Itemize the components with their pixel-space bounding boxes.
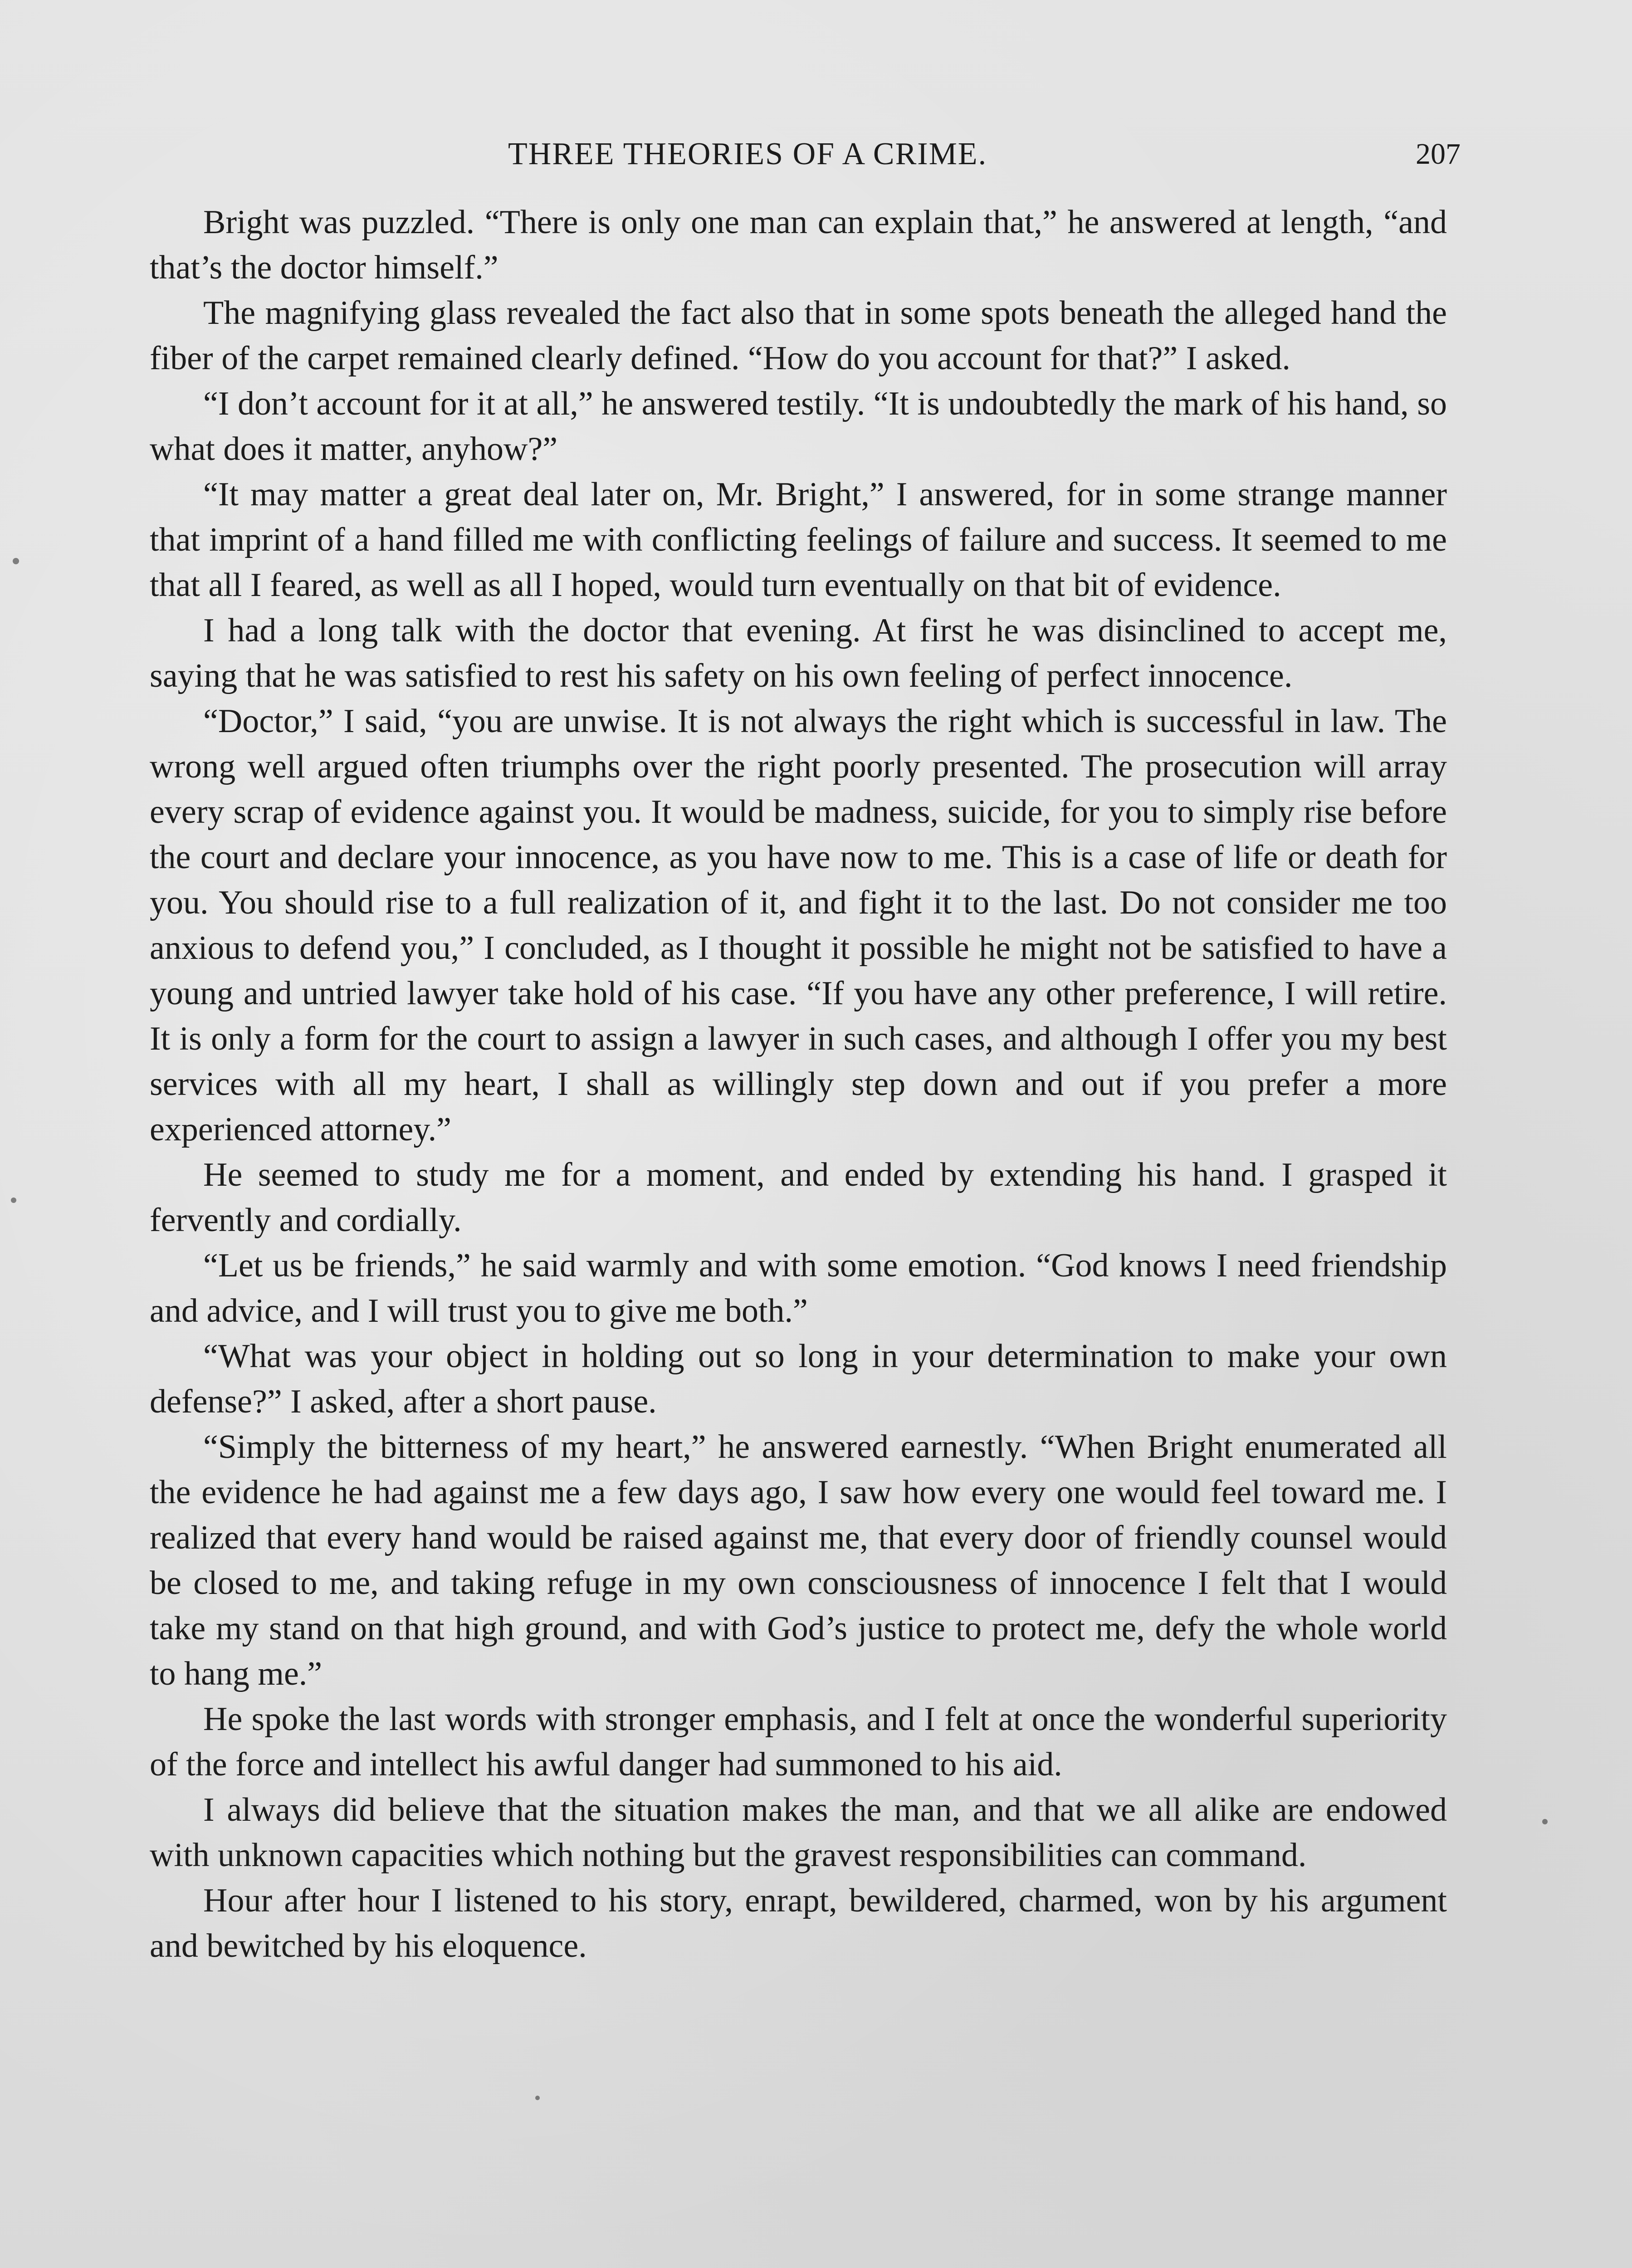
page-header [150,129,1461,179]
paragraph: I always did believe that the situation makes the man, and that we all alike are endowed with unknown capacities which nothing but the gravest responsibilities can command. [150,1791,1447,1874]
scan-speck [13,558,19,564]
paragraph: “What was your object in holding out so long in your determination to make your own defense?” I asked, after a short pause. [150,1338,1447,1420]
paragraph: “It may matter a great deal later on, Mr. Bright,” I answered, for in some strange manner that imprint of a hand filled me with conflicting feelings of failure and success. It seemed to me that all I feared, as well as all I hoped, would turn eventually on that bit of evidence. [150,476,1447,604]
paragraph: Bright was puzzled. “There is only one man can explain that,” he answered at length, “and that’s the doctor himself.” [150,204,1447,286]
body-text [150,200,1447,1969]
paragraph: “I don’t account for it at all,” he answered testily. “It is undoubtedly the mark of his hand, so what does it matter, anyhow?” [150,385,1447,468]
scan-speck [535,2096,540,2100]
scan-speck [11,1198,16,1203]
paragraph: I had a long talk with the doctor that evening. At first he was disinclined to accept me, saying that he was satisfied to rest his safety on his own feeling of perfect innocence. [150,612,1447,694]
paragraph: The magnifying glass revealed the fact also that in some spots beneath the alleged hand the fiber of the carpet remained clearly defined. “How do you account for that?” I asked. [150,294,1447,377]
paragraph: “Let us be friends,” he said warmly and with some emotion. “God knows I need friendship and advice, and I will trust you to give me both.” [150,1247,1447,1330]
paragraph: “Simply the bitterness of my heart,” he answered earnestly. “When Bright enumerated all the evidence he had against me a few days ago, I saw how every one would feel toward me. I realized that every hand would be raised against me, that every door of friendly counsel would be closed to me, and taking refuge in my own consciousness of innocence I felt that I would take my stand on that high ground, and with God’s justice to protect me, defy the whole world to hang me.” [150,1428,1447,1692]
paragraph: Hour after hour I listened to his story, enrapt, bewildered, charmed, won by his argument and bewitched by his eloquence. [150,1882,1447,1965]
paragraph: “Doctor,” I said, “you are unwise. It is not always the right which is successful in law. The wrong well argued often triumphs over the right poorly presented. The prosecution will array every scrap of evidence against you. It would be madness, suicide, for you to simply rise before the court and declare your innocence, as you have now to me. This is a case of life or death for you. You should rise to a full realization of it, and fight it to the last. Do not consider me too anxious to defend you,” I concluded, as I thought it possible he might not be satisfied to have a young and untried lawyer take hold of his case. “If you have any other preference, I will retire. It is only a form for the court to assign a lawyer in such cases, and although I offer you my best services with all my heart, I shall as willingly step down and out if you prefer a more experienced attorney.” [150,703,1447,1148]
paragraph: He spoke the last words with stronger emphasis, and I felt at once the wonderful superiority of the force and intellect his awful danger had summoned to his aid. [150,1701,1447,1783]
page-number: 207 [1416,137,1461,171]
running-head: THREE THEORIES OF A CRIME. [508,137,987,171]
paragraph: He seemed to study me for a moment, and ended by extending his hand. I grasped it fervently and cordially. [150,1156,1447,1239]
scan-speck [1542,1819,1548,1824]
